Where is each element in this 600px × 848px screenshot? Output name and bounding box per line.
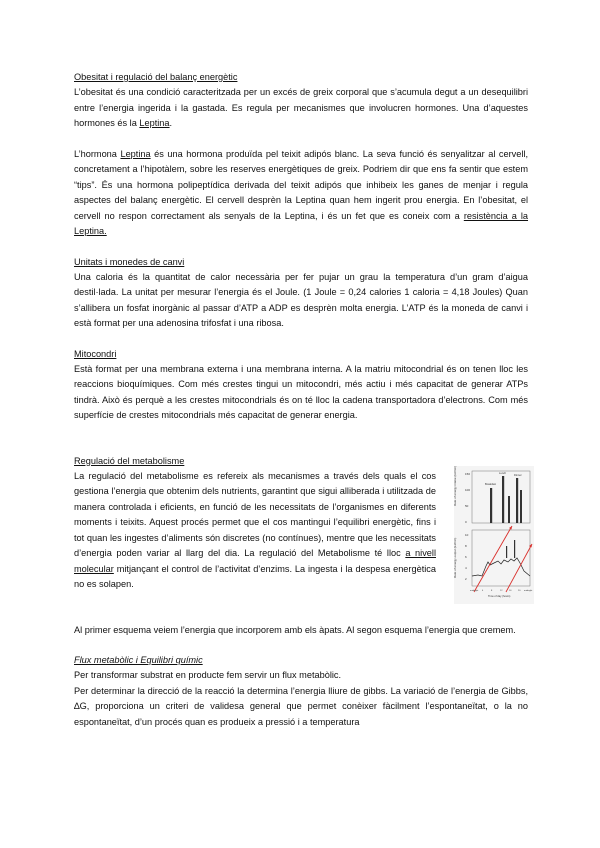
label-breakfast: Breakfast xyxy=(485,482,496,486)
bar-late xyxy=(520,490,522,523)
output-spike-2 xyxy=(514,540,515,558)
top-tick-50: 50 xyxy=(465,503,469,508)
heading-obesitat: Obesitat i regulació del balanç energètic xyxy=(74,72,238,82)
energy-intake-output-figure xyxy=(454,466,534,604)
paragraph-obesitat-2: L’hormona Leptina és una hormona produïda pel teixit adipós blanc. La seva funció és senyalitzar al cervell, concretament a l’hipotàlem, sobre les reserves energètiques de greix. Podriem dir que ens fa sentir que estem “tips”. És una hormona polipeptídica derivada del teixit adipós que inhibeix les ganes de menjar i regula aspectes del balanç energètic. El cervell desprèn la Leptina quan hem ingerit prou energia. En l’obesitat, el cervell no respon correctament als senyals de la Leptina, i és un fet que es coneix com a resistència a la Leptina. xyxy=(74,148,529,236)
link-leptina[interactable]: Leptina xyxy=(139,118,170,128)
paragraph-obesitat-1: L’obesitat és una condició caracteritzada per un excés de greix corporal que s’acumula degut a un desequilibri entre l’energia ingerida i la gastada. Es regula per mecanismes que involucren hormones. Una d’aquestes hormones és la Leptina. xyxy=(74,87,528,128)
top-tick-0: 0 xyxy=(465,519,467,524)
output-spike-1 xyxy=(506,546,507,558)
x-tick-6: midnight xyxy=(524,589,533,592)
paragraph-flux-1: Per transformar substrat en producte fem servir un flux metabòlic. xyxy=(74,670,342,680)
heading-regulacio: Regulació del metabolisme xyxy=(74,455,185,466)
paragraph-flux-2: Per determinar la direcció de la reacció la determina l’energia lliure de gibbs. La variació de l’energia de Gibbs, ∆G, proporciona un criteri de validesa general que permet conèixer fàcilment l’espontaneïtat, o la no espontaneïtat, d’un procés quan es produeix a pressió i a temperatura xyxy=(74,685,528,727)
bar-dinner xyxy=(516,478,518,523)
heading-mitocondri: Mitocondri xyxy=(74,348,117,359)
document-page xyxy=(74,70,533,730)
top-tick-150: 150 xyxy=(465,471,471,476)
heading-unitats: Unitats i monedes de canvi xyxy=(74,256,185,267)
label-dinner: Dinner xyxy=(514,473,522,477)
x-tick-1: 4 xyxy=(482,589,484,592)
x-tick-4: 16 xyxy=(509,589,512,592)
link-leptina-2[interactable]: Leptina xyxy=(120,148,151,159)
link-nivell-molecular[interactable]: a nivell molecular xyxy=(74,548,436,574)
x-tick-0: midnight xyxy=(470,589,479,592)
bottom-tick-6: 6 xyxy=(465,554,467,559)
paragraph-regulacio: La regulació del metabolisme es refereix als mecanismes a través dels quals el cos gestiona l’energia que obtenim dels nutrients, garantint que sigui alliberada i utilitzada de manera controlada i eficients, en funció de les necessitats de l’organismes en diferents moments i teixits. Aquest procés permet que el cos mantingui l’equilibri energètic, fins i tot quan les ingestes d’aliments són discretes (no contínues), mentre que les necessitats d’energia poden variar al llarg del dia. La regulació del Metabolisme té lloc a nivell molecular mitjançant el control de l’activitat d’enzims. La ingesta i la despesa energètica no es solapen. xyxy=(74,470,436,589)
label-lunch: Lunch xyxy=(499,471,507,475)
bar-breakfast xyxy=(490,488,492,523)
paragraph-esquemes: Al primer esquema veiem l’energia que incorporem amb els àpats. Al segon esquema l’energia que cremem. xyxy=(74,624,516,635)
bottom-tick-10: 10 xyxy=(465,532,469,537)
x-tick-3: 12 xyxy=(500,589,503,592)
top-tick-100: 100 xyxy=(465,487,471,492)
x-tick-5: 20 xyxy=(518,589,521,592)
regulacio-section xyxy=(74,454,533,598)
x-axis-label: Time of day (hours) xyxy=(488,594,511,598)
paragraph-mitocondri: Està format per una membrana externa i una membrana interna. A la matriu mitocondrial és on tenen lloc les reaccions bioquímiques. Com més crestes tingui un mitocondri, més actiu i més capacitat de generar ATPs tindrà. Això és perquè a les crestes mitocondrials és on té lloc la cadena transportadora d’electrons. Com més superfície de crestes mitocondrials més capacitat de generar energia. xyxy=(74,363,528,420)
bar-lunch xyxy=(502,476,504,523)
paragraph-unitats: Una caloria és la quantitat de calor necessària per fer pujar un grau la temperatura d’un gram d’aigua destil·lada. La unitat per mesurar l’energia és el Joule. (1 Joule = 0,24 calories 1 caloria = 4,18 Joules) Quan s’allibera un fosfat inorgànic al passar d’ATP a ADP es desprèn molta energia. L’ATP és la moneda de canvi i està format per una adenosina trifosfat i una ribosa. xyxy=(74,271,528,328)
link-resistencia-leptina[interactable]: resistència a la Leptina. xyxy=(74,210,529,236)
bottom-tick-8: 8 xyxy=(465,543,467,548)
bottom-tick-4: 4 xyxy=(465,565,467,570)
bottom-ylabel: Rate of energy output (kJ/min) xyxy=(453,537,457,578)
top-ylabel: Rate of energy intake (kJ/min) xyxy=(453,465,457,506)
bottom-tick-2: 2 xyxy=(465,576,467,581)
bar-snack xyxy=(508,496,510,523)
x-tick-2: 8 xyxy=(491,589,493,592)
heading-flux: Flux metabòlic i Equilibri químic xyxy=(74,655,203,665)
